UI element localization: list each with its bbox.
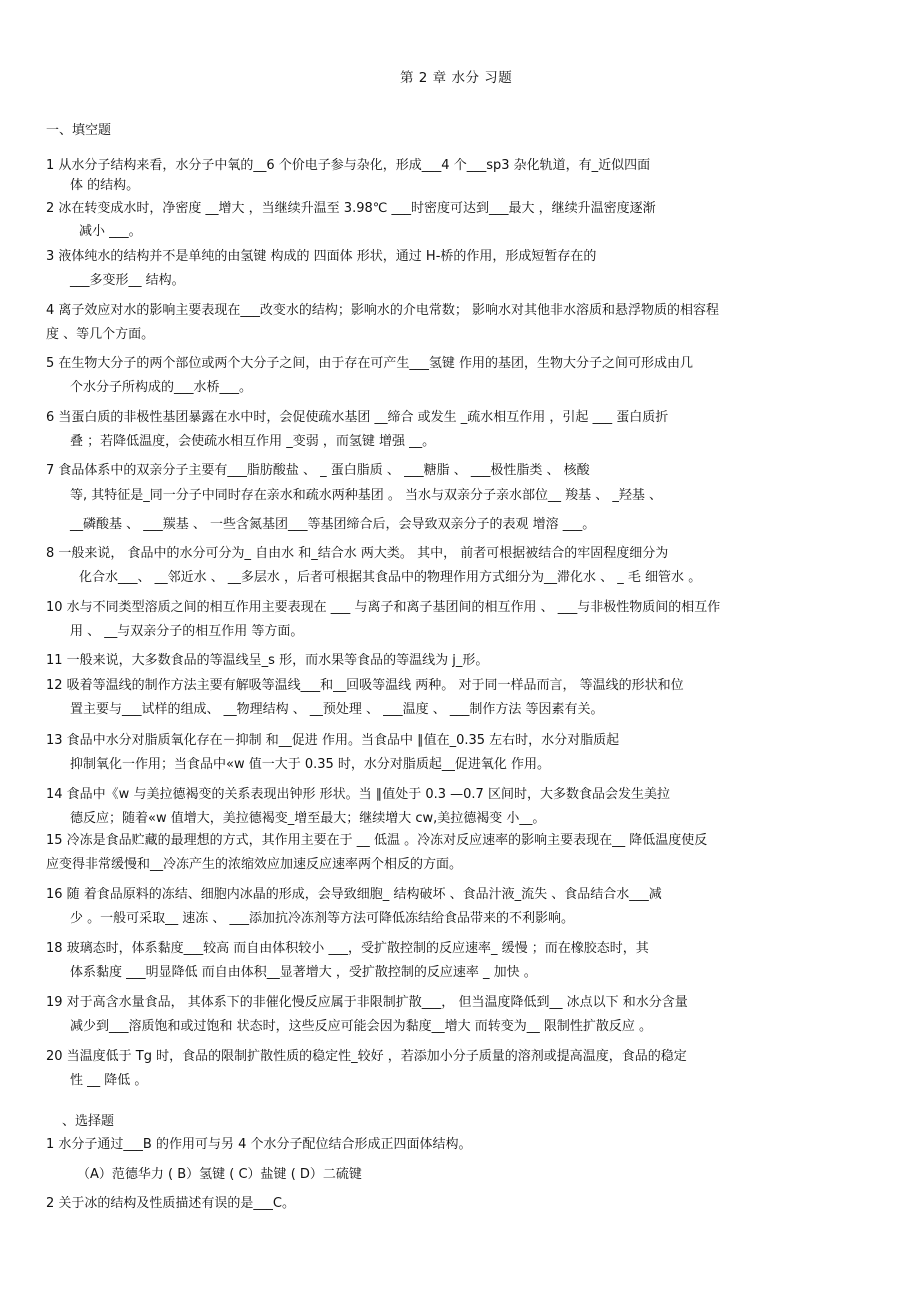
section-heading-choice: 、选择题 [62,1114,115,1129]
choice-line: （A）范德华力 ( B）氢键 ( C）盐键 ( D）二硫键 [77,1167,362,1182]
choice-line: 1 水分子通过___B 的作用可与另 4 个水分子配位结合形成正四面体结构。 [46,1137,472,1152]
question-line: 15 冷冻是食品贮藏的最理想的方式，其作用主要在于 __ 低温 。冷冻对反应速率的影响主要表现在__ 降低温度使反 [46,833,708,848]
question-line: 20 当温度低于 Tg 时，食品的限制扩散性质的稳定性_较好 ，若添加小分子质量的溶剂或提高温度，食品的稳定 [46,1049,687,1064]
question-line: 4 离子效应对水的影响主要表现在___改变水的结构；影响水的介电常数； 影响水对其他非水溶质和悬浮物质的相容程 [46,303,720,318]
question-line: 抑制氧化一作用；当食品中«w 值一大于 0.35 时，水分对脂质起__促进氧化 作用。 [70,757,551,772]
question-line: 减少到___溶质饱和或过饱和 状态时，这些反应可能会因为黏度__增大 而转变为__ 限制性扩散反应 。 [70,1019,653,1034]
question-line: 13 食品中水分对脂质氧化存在－抑制 和__促进 作用。当食品中 ∥值在_0.35 左右时，水分对脂质起 [46,733,620,748]
question-line: 用 、 __与双亲分子的相互作用 等方面。 [70,624,304,639]
question-line: 18 玻璃态时，体系黏度___较高 而自由体积较小 ___，受扩散控制的反应速率_ 缓慢 ；而在橡胶态时，其 [46,941,649,956]
question-line: 19 对于高含水量食品， 其体系下的非催化慢反应属于非限制扩散___， 但当温度降低到__ 冰点以下 和水分含量 [46,995,688,1010]
question-line: 置主要与___试样的组成、 __物理结构 、 __预处理 、 ___温度 、 ___制作方法 等因素有关。 [70,702,604,717]
question-line: 个水分子所构成的___水桥___。 [70,380,253,395]
question-line: 6 当蛋白质的非极性基团暴露在水中时，会促使疏水基团 __缔合 或发生 _疏水相互作用 ，引起 ___ 蛋白质折 [46,410,669,425]
question-line: 3 液体纯水的结构并不是单纯的由氢键 构成的 四面体 形状，通过 H-桥的作用，形成短暂存在的 [46,249,597,264]
question-line: 少 。一般可采取__ 速冻 、 ___添加抗冷冻剂等方法可降低冻结给食品带来的不利影响。 [70,911,575,926]
section-heading-fill-in: 一、填空题 [46,123,112,138]
question-line: 化合水___、 __邻近水 、 __多层水 ，后者可根据其食品中的物理作用方式细分为__滞化水 、 _ 毛 细管水 。 [79,570,702,585]
question-line: 应变得非常缓慢和__冷冻产生的浓缩效应加速反应速率两个相反的方面。 [46,857,463,872]
question-line: 2 冰在转变成水时，净密度 __增大 ，当继续升温至 3.98℃ ___时密度可达到___最大 ，继续升温密度逐渐 [46,201,656,216]
question-line: 16 随 着食品原料的冻结、细胞内冰晶的形成，会导致细胞_ 结构破坏 、食品汁液_流失 、食品结合水___减 [46,887,662,902]
question-line: 1 从水分子结构来看，水分子中氧的__6 个价电子参与杂化，形成___4 个___sp3 杂化轨道，有_近似四面 [46,158,651,173]
question-line: ___多变形__ 结构。 [70,273,185,288]
question-line: 14 食品中《w 与美拉德褐变的关系表现出钟形 形状。当 ∥值处于 0.3 —0.7 区间时，大多数食品会发生美拉 [46,787,670,802]
question-line: __磷酸基 、 ___羰基 、 一些含氮基团___等基团缔合后，会导致双亲分子的表观 增溶 ___。 [70,517,596,532]
question-line: 11 一般来说，大多数食品的等温线呈_s 形，而水果等食品的等温线为 j_形。 [46,653,489,668]
question-line: 12 吸着等温线的制作方法主要有解吸等温线___和__回吸等温线 两种。 对于同一样品而言， 等温线的形状和位 [46,678,684,693]
page-title: 第 2 章 水分 习题 [400,70,513,86]
question-line: 叠 ；若降低温度，会使疏水相互作用 _变弱 ，而氢键 增强 __。 [70,434,436,449]
question-line: 等, 其特征是_同一分子中同时存在亲水和疏水两种基团 。 当水与双亲分子亲水部位__ 羧基 、 _羟基 、 [70,488,663,503]
question-line: 德反应；随着«w 值增大，美拉德褐变_增至最大；继续增大 cw,美拉德褐变 小__。 [70,811,546,826]
question-line: 8 一般来说， 食品中的水分可分为_ 自由水 和_结合水 两大类。 其中， 前者可根据被结合的牢固程度细分为 [46,546,669,561]
question-line: 7 食品体系中的双亲分子主要有___脂肪酸盐 、 _ 蛋白脂质 、 ___糖脂 、 ___极性脂类 、 核酸 [46,463,590,478]
question-line: 减小 ___。 [79,224,142,239]
question-line: 体系黏度 ___明显降低 而自由体积__显著增大 ，受扩散控制的反应速率 _ 加快 。 [70,965,537,980]
question-line: 度 、等几个方面。 [46,327,155,342]
question-line: 10 水与不同类型溶质之间的相互作用主要表现在 ___ 与离子和离子基团间的相互作用 、 ___与非极性物质间的相互作 [46,600,721,615]
question-line: 性 __ 降低 。 [70,1073,148,1088]
choice-line: 2 关于冰的结构及性质描述有误的是___C。 [46,1196,295,1211]
question-line: 体 的结构。 [70,178,140,193]
question-line: 5 在生物大分子的两个部位或两个大分子之间，由于存在可产生___氢键 作用的基团，生物大分子之间可形成由几 [46,356,694,371]
